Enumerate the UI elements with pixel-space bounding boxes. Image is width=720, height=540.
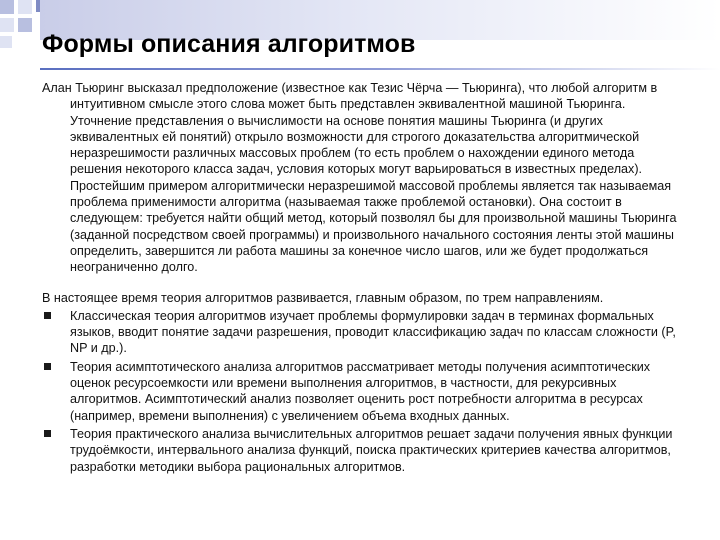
list-item <box>42 308 682 357</box>
decor-square <box>0 18 14 32</box>
square-bullet-icon <box>44 430 51 437</box>
square-bullet-icon <box>44 363 51 370</box>
page-title: Формы описания алгоритмов <box>42 30 416 58</box>
directions-intro: В настоящее время теория алгоритмов развивается, главным образом, по трем направлениям. <box>42 290 604 305</box>
decor-square <box>18 18 32 32</box>
list-item-text: Теория практического анализа вычислительных алгоритмов решает задачи получения явных функции трудоёмкости, интервального анализа функций, поиска практических критериев качества алгоритмов, разработки методики выбора рациональных алгоритмов. <box>70 426 673 474</box>
slide-body <box>42 80 682 475</box>
decor-square <box>18 0 32 14</box>
list-item-text: Классическая теория алгоритмов изучает проблемы формулировки задач в терминах формальных языков, вводит понятие задачи разрешения, проводит классификацию задач по классам сложности (P, NP и др.). <box>70 308 676 356</box>
directions-list <box>42 308 682 475</box>
list-item <box>42 426 682 475</box>
main-paragraph: Алан Тьюринг высказал предположение (известное как Тезис Чёрча — Тьюринга), что любой алгоритм в интуитивном смысле этого слова может быть представлен эквивалентной машиной Тьюринга. Уточнение представления о вычислимости на основе понятия машины Тьюринга (и других эквивалентных ей понятий) открыло возможности для строгого доказательства алгоритмической неразрешимости различных массовых проблем (то есть проблем о нахождении единого метода решения некоторого класса задач, условия которых могут варьироваться в известных пределах). Простейшим примером алгоритмически неразрешимой массовой проблемы является так называемая проблема применимости алгоритма (называемая также проблемой остановки). Она состоит в следующем: требуется найти общий метод, который позволял бы для произвольной машины Тьюринга (заданной посредством своей программы) и произвольного начального состояния ленты этой машины определить, завершится ли работа машины за конечное число шагов, или же будет продолжаться неограниченно долго. <box>42 81 677 275</box>
list-item-text: Теория асимптотического анализа алгоритмов рассматривает методы получения асимптотических оценок ресурсоемкости или времени выполнения алгоритмов, в частности, для рекурсивных алгоритмов. Асимптотический анализ позволяет оценить рост потребности алгоритма в ресурсах (например, времени выполнения) с увеличением объема входных данных. <box>70 359 651 423</box>
decor-square <box>0 0 14 14</box>
square-bullet-icon <box>44 312 51 319</box>
decor-square <box>0 36 12 48</box>
title-divider <box>40 68 720 70</box>
list-item <box>42 359 682 424</box>
